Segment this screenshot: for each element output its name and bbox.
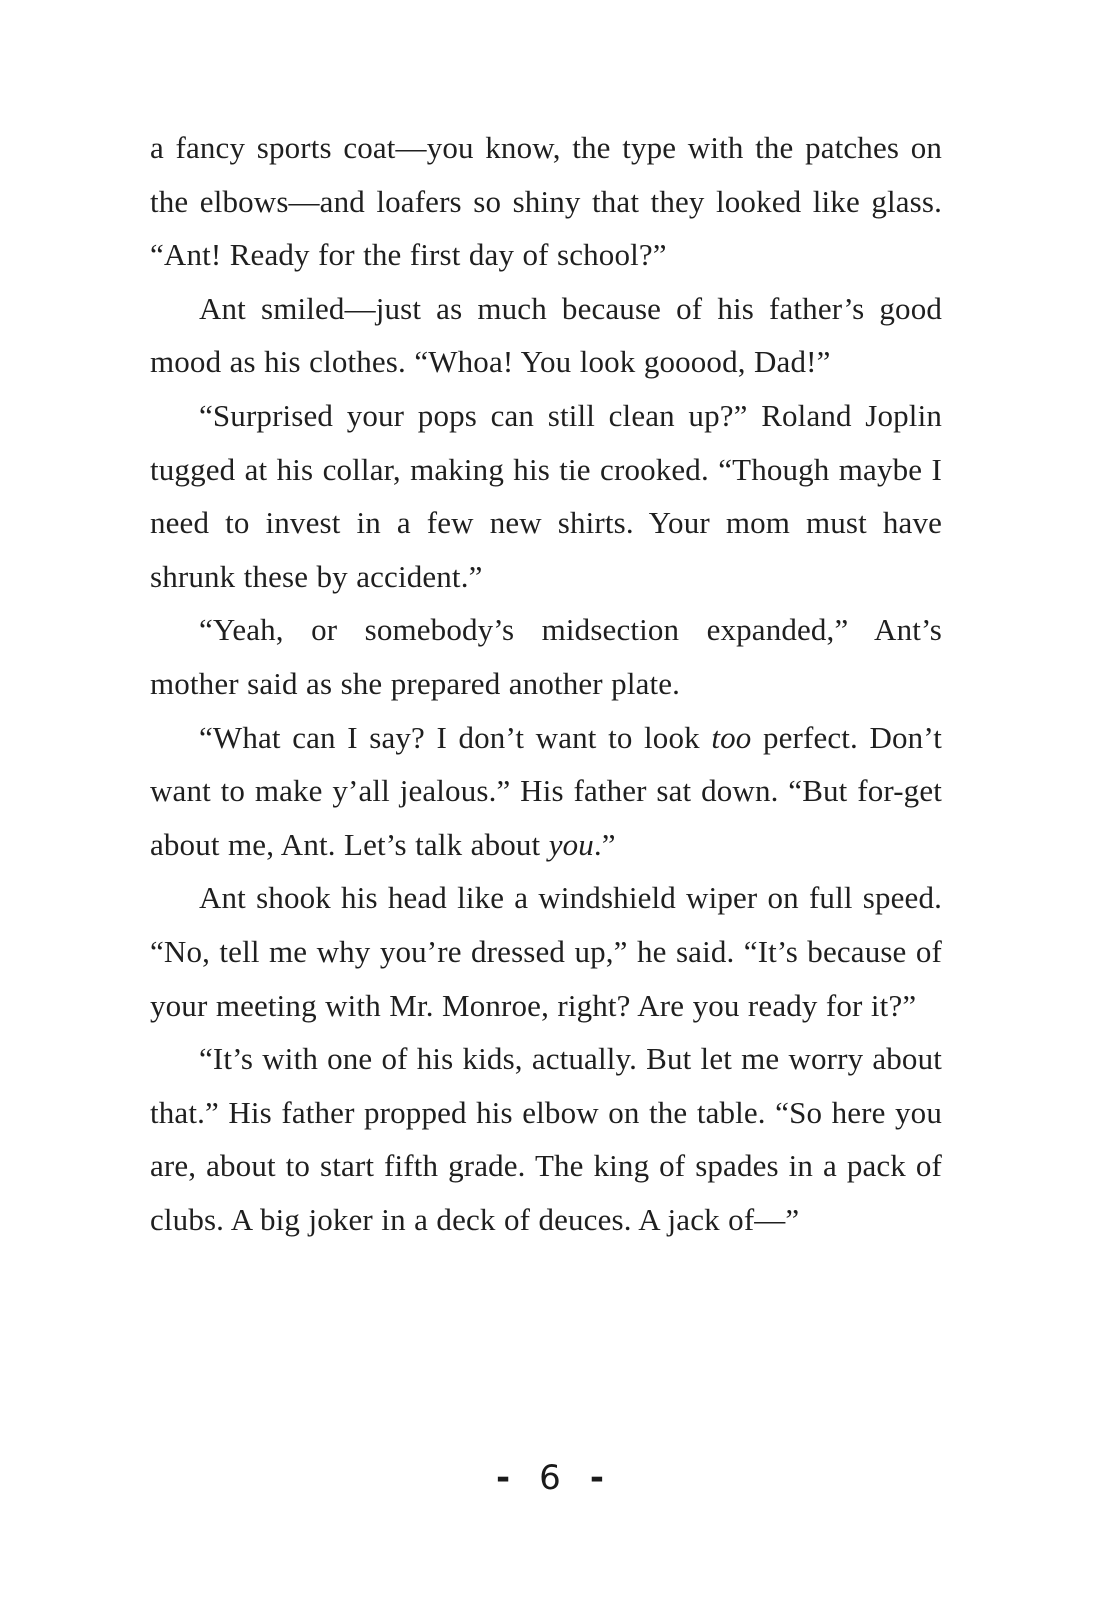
paragraph-text: Ant smiled—just as much because of his father’s good mood as his clothes. “Whoa! You look gooood, Dad!”	[150, 290, 942, 380]
paragraph	[150, 711, 942, 872]
paragraph	[150, 603, 942, 710]
paragraph	[150, 1032, 942, 1246]
paragraph-text: perfect. Don’t want to make y’all jealous.” His father sat down. “But for-get about me, Ant. Let’s talk about	[150, 719, 942, 862]
paragraph	[150, 389, 942, 603]
folio-left-dash: -	[496, 1458, 512, 1498]
paragraph-text: Ant shook his head like a windshield wiper on full speed. “No, tell me why you’re dressed up,” he said. “It’s because of your meeting with Mr. Monroe, right? Are you ready for it?”	[150, 880, 942, 1023]
folio-right-dash: -	[589, 1458, 605, 1498]
emphasis-text: you	[548, 826, 594, 862]
paragraph	[150, 871, 942, 1032]
paragraph-text: “Surprised your pops can still clean up?” Roland Joplin tugged at his collar, making his tie crooked. “Though maybe I need to invest in a few new shirts. Your mom must have shrunk these by accident.”	[150, 397, 942, 594]
paragraph-text: .”	[593, 826, 616, 862]
paragraph	[150, 121, 942, 282]
body-text	[150, 121, 942, 1246]
page-number-footer	[0, 1458, 1101, 1498]
emphasis-text: too	[711, 719, 752, 755]
paragraph	[150, 282, 942, 389]
paragraph-text: “It’s with one of his kids, actually. But let me worry about that.” His father propped his elbow on the table. “So here you are, about to start fifth grade. The king of spades in a pack of clubs. A big joker in a deck of deuces. A jack of—”	[150, 1041, 942, 1237]
paragraph-text: “What can I say? I don’t want to look	[199, 719, 712, 755]
paragraph-text: a fancy sports coat—you know, the type with the patches on the elbows—and loafers so shiny that they looked like glass. “Ant! Ready for the first day of school?”	[150, 130, 942, 273]
paragraph-text: “Yeah, or somebody’s midsection expanded,” Ant’s mother said as she prepared another plate.	[150, 612, 942, 701]
page-number: 6	[539, 1458, 562, 1498]
